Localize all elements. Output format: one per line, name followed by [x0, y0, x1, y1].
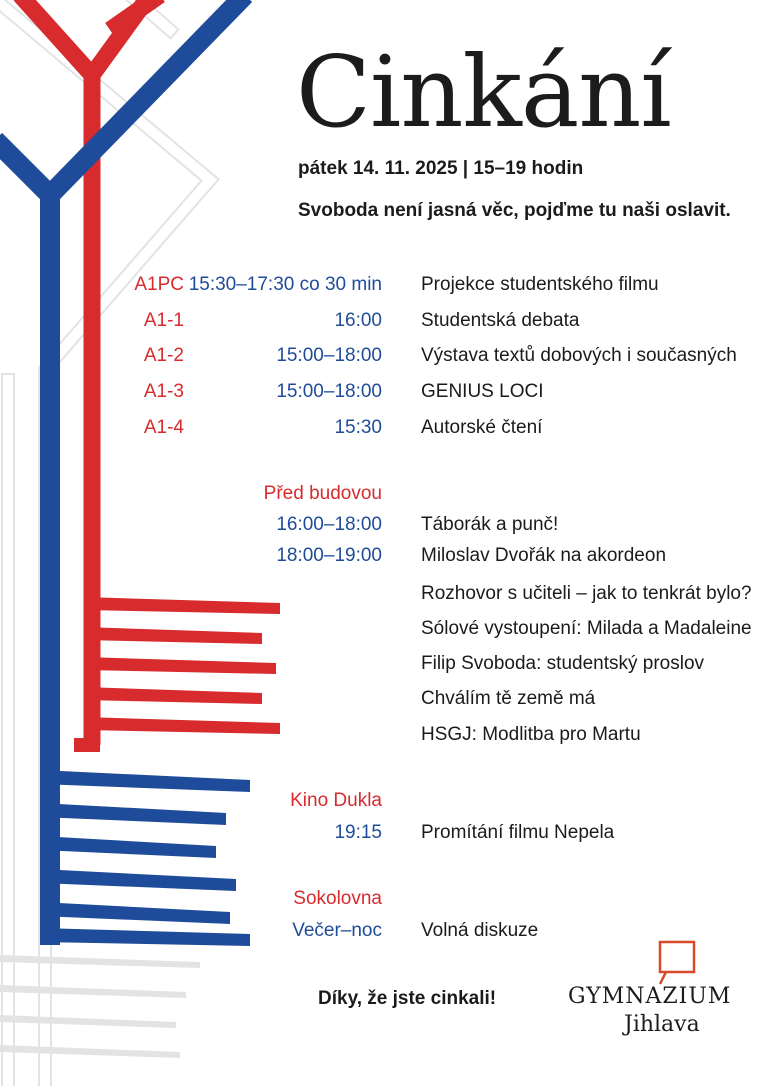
schedule-row: [0, 417, 768, 445]
event-label: Volná diskuze: [421, 920, 539, 941]
schedule-row: [0, 653, 768, 681]
time-label: 18:00–19:00: [276, 545, 382, 566]
event-label: Studentská debata: [421, 310, 580, 331]
event-label: Miloslav Dvořák na akordeon: [421, 545, 667, 566]
event-label: Projekce studentského filmu: [421, 274, 659, 295]
grey-comb: [0, 955, 200, 1058]
event-label: Autorské čtení: [421, 417, 543, 438]
venue-outside: Před budovou: [263, 483, 382, 504]
schedule-row: [0, 274, 768, 302]
time-label: 19:15: [334, 822, 382, 843]
room-label: A1-1: [143, 310, 184, 331]
room-label: A1-4: [143, 417, 184, 438]
time-label: 15:30: [334, 417, 382, 438]
event-label: Filip Svoboda: studentský proslov: [421, 653, 705, 674]
venue-kino: Kino Dukla: [290, 790, 382, 811]
schedule-row: [0, 345, 768, 373]
schedule-row: [0, 545, 768, 573]
schedule-row: [0, 618, 768, 646]
page-title: Cinkání: [296, 36, 671, 150]
schedule-row: [0, 583, 768, 611]
event-label: HSGJ: Modlitba pro Martu: [421, 724, 641, 745]
room-label: A1-2: [143, 345, 184, 366]
time-label: 16:00: [334, 310, 382, 331]
speech-bubble-icon: [656, 940, 700, 986]
schedule-row: [0, 514, 768, 542]
logo-line-1: GYMNAZIUM: [568, 984, 732, 1009]
venue-sokolovna: Sokolovna: [293, 888, 382, 909]
thanks-text: Díky, že jste cinkali!: [318, 988, 497, 1009]
time-label: 15:00–18:00: [276, 345, 382, 366]
school-logo: [568, 940, 738, 1040]
room-label: A1-3: [143, 381, 184, 402]
schedule-row: [0, 822, 768, 850]
blue-lines: [0, 0, 245, 945]
schedule-row: [0, 724, 768, 752]
event-label: Rozhovor s učiteli – jak to tenkrát bylo?: [421, 583, 752, 604]
logo-line-2: Jihlava: [624, 1012, 700, 1037]
event-label: GENIUS LOCI: [421, 381, 544, 402]
schedule-row: [0, 381, 768, 409]
event-label: Promítání filmu Nepela: [421, 822, 615, 843]
room-label: A1PC: [134, 274, 184, 295]
event-label: Sólové vystoupení: Milada a Madaleine: [421, 618, 752, 639]
event-label: Táborák a punč!: [421, 514, 559, 535]
motto: Svoboda není jasná věc, pojďme tu naši oslavit.: [298, 200, 731, 221]
date-line: pátek 14. 11. 2025 | 15–19 hodin: [298, 158, 584, 179]
event-label: Výstava textů dobových i současných: [421, 345, 737, 366]
time-label: Večer–noc: [292, 920, 382, 941]
time-label: 15:00–18:00: [276, 381, 382, 402]
schedule-row: [0, 688, 768, 716]
time-label: 16:00–18:00: [276, 514, 382, 535]
time-label: 15:30–17:30 co 30 min: [188, 274, 382, 295]
schedule-row: [0, 310, 768, 338]
event-label: Chválím tě země má: [421, 688, 596, 709]
